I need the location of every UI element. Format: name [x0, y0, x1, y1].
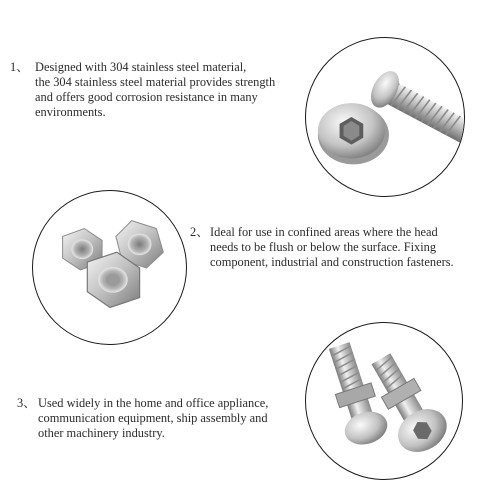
- feature-1-line-2: the 304 stainless steel material provides strength: [35, 75, 276, 89]
- button-head-screw-icon: [306, 38, 464, 196]
- feature-2-line-1: Ideal for use in confined areas where the head: [210, 225, 438, 239]
- feature-2-line-2: needs to be flush or below the surface. Fixing: [210, 240, 437, 254]
- feature-3-number: 3、: [17, 396, 36, 410]
- feature-2-line-3: component, industrial and construction fasteners.: [210, 255, 454, 269]
- feature-1-line-1: Designed with 304 stainless steel material,: [35, 60, 247, 74]
- feature-2-number: 2、: [190, 225, 209, 239]
- feature-2-image: [32, 190, 187, 345]
- feature-1-description: [35, 60, 275, 120]
- feature-3-line-1: Used widely in the home and office appliance,: [38, 396, 269, 410]
- feature-2-description: [210, 225, 454, 270]
- feature-3-line-2: communication equipment, ship assembly and: [38, 411, 268, 425]
- feature-1-text: [10, 60, 300, 130]
- bolts-with-nuts-icon: [306, 323, 462, 479]
- hex-nuts-icon: [33, 191, 186, 344]
- feature-1-image: [305, 37, 465, 197]
- feature-2-text: [190, 225, 475, 275]
- feature-1-number: 1、: [10, 60, 29, 74]
- feature-3-text: [17, 396, 302, 446]
- feature-3-description: [38, 396, 268, 441]
- feature-1-line-3: and offers good corrosion resistance in many: [35, 90, 258, 104]
- feature-1-line-4: environments.: [35, 105, 106, 119]
- feature-3-image: [305, 322, 463, 480]
- feature-3-line-3: other machinery industry.: [38, 426, 165, 440]
